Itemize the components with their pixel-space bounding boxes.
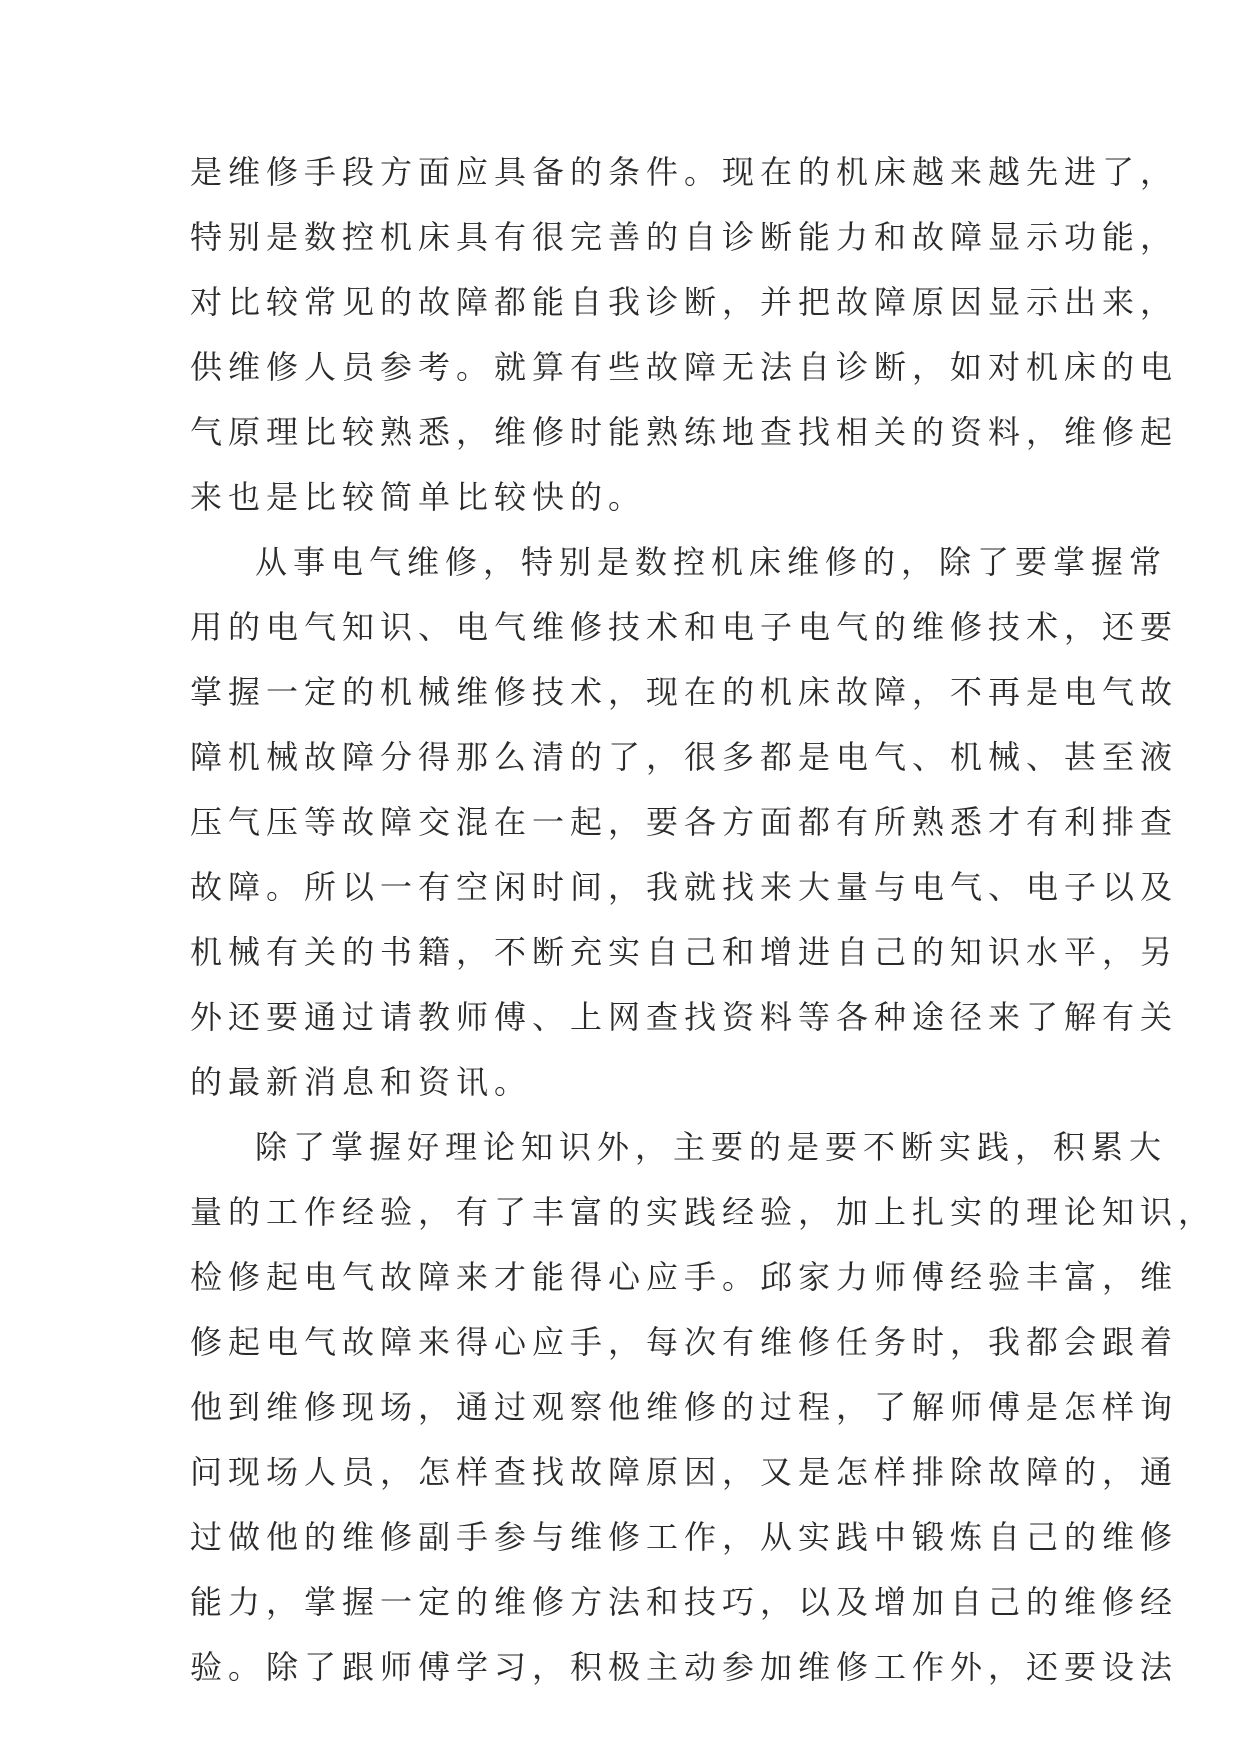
text-line: 从事电气维修，特别是数控机床维修的，除了要掌握常 (255, 543, 1168, 581)
body-text (190, 140, 1217, 1700)
text-line: 过做他的维修副手参与维修工作，从实践中锻炼自己的维修 (190, 1518, 1179, 1556)
text-line: 外还要通过请教师傅、上网查找资料等各种途径来了解有关 (190, 998, 1179, 1036)
text-line: 供维修人员参考。就算有些故障无法自诊断，如对机床的电 (190, 348, 1179, 386)
text-line: 掌握一定的机械维修技术，现在的机床故障，不再是电气故 (190, 673, 1179, 711)
text-line: 对比较常见的故障都能自我诊断，并把故障原因显示出来， (190, 283, 1179, 321)
text-line: 是维修手段方面应具备的条件。现在的机床越来越先进了， (190, 153, 1179, 191)
text-line: 修起电气故障来得心应手，每次有维修任务时，我都会跟着 (190, 1323, 1179, 1361)
text-line: 量的工作经验，有了丰富的实践经验，加上扎实的理论知识， (190, 1193, 1217, 1231)
text-line: 气原理比较熟悉，维修时能熟练地查找相关的资料，维修起 (190, 413, 1179, 451)
text-line: 的最新消息和资讯。 (190, 1063, 533, 1101)
text-line: 他到维修现场，通过观察他维修的过程，了解师傅是怎样询 (190, 1388, 1179, 1426)
text-line: 压气压等故障交混在一起，要各方面都有所熟悉才有利排查 (190, 803, 1179, 841)
text-line: 能力，掌握一定的维修方法和技巧，以及增加自己的维修经 (190, 1583, 1179, 1621)
text-line: 来也是比较简单比较快的。 (190, 478, 647, 516)
text-line: 机械有关的书籍，不断充实自己和增进自己的知识水平，另 (190, 933, 1179, 971)
text-line: 验。除了跟师傅学习，积极主动参加维修工作外，还要设法 (190, 1648, 1179, 1686)
text-line: 障机械故障分得那么清的了，很多都是电气、机械、甚至液 (190, 738, 1179, 776)
text-line: 特别是数控机床具有很完善的自诊断能力和故障显示功能， (190, 218, 1179, 256)
text-line: 检修起电气故障来才能得心应手。邱家力师傅经验丰富，维 (190, 1258, 1179, 1296)
text-line: 用的电气知识、电气维修技术和电子电气的维修技术，还要 (190, 608, 1179, 646)
text-line: 故障。所以一有空闲时间，我就找来大量与电气、电子以及 (190, 868, 1179, 906)
text-line: 除了掌握好理论知识外，主要的是要不断实践，积累大 (255, 1128, 1168, 1166)
text-line: 问现场人员，怎样查找故障原因，又是怎样排除故障的，通 (190, 1453, 1179, 1491)
